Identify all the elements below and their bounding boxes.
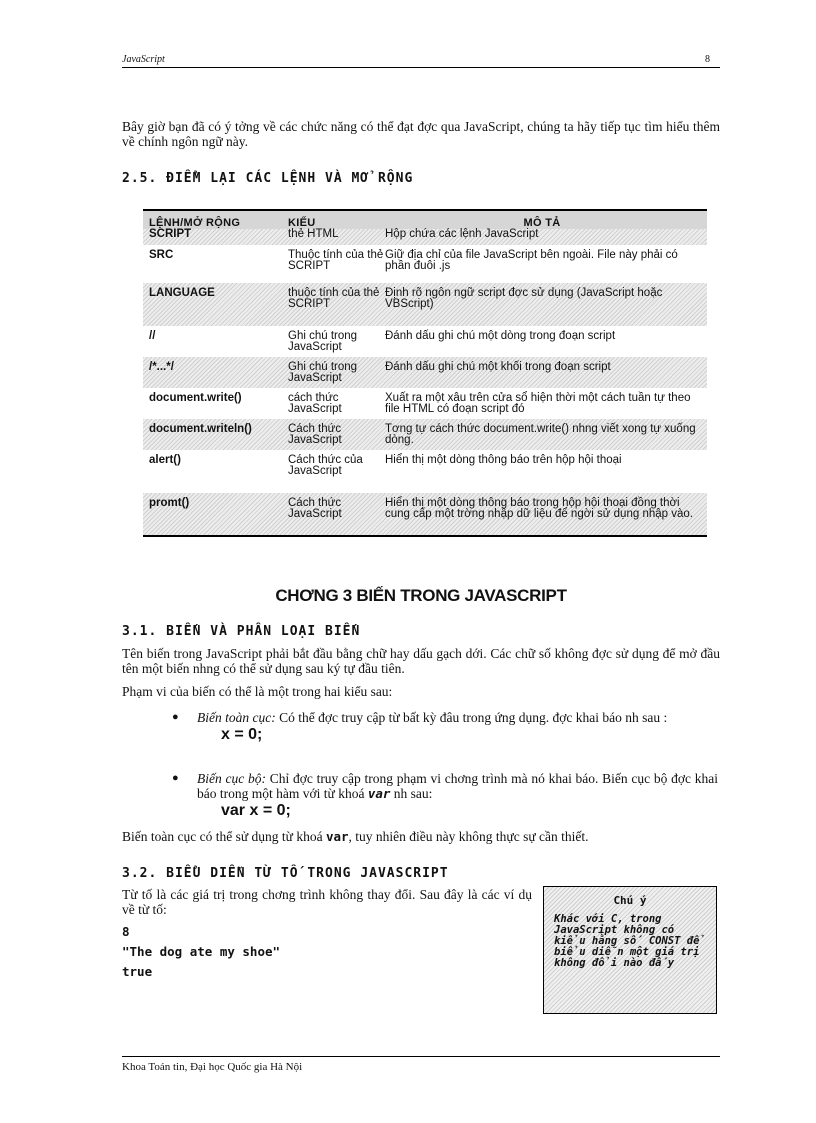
table-row bbox=[143, 450, 707, 493]
var-keyword-paragraph bbox=[122, 829, 720, 844]
cell-description: Định rõ ngôn ngữ script đợc sử dụng (JavaScript hoặc VBScript) bbox=[385, 287, 663, 310]
cell-description: Đánh dấu ghi chú một dòng trong đoạn script bbox=[385, 330, 616, 342]
cell-command: alert() bbox=[149, 454, 181, 466]
table-row bbox=[143, 357, 707, 388]
table-row bbox=[143, 388, 707, 419]
cell-type: Cách thức của JavaScript bbox=[288, 454, 363, 477]
local-variable-text: Chỉ đợc truy cập trong phạm vi chơng trình mà nó khai báo. Biến cục bộ đợc khai báo trong một hàm với từ khoá bbox=[197, 771, 718, 801]
table-row bbox=[143, 283, 707, 326]
page-number: 8 bbox=[705, 54, 710, 65]
cell-type: Cách thức JavaScript bbox=[288, 497, 342, 520]
cell-description: Giữ địa chỉ của file JavaScript bên ngoài. File này phải có phần đuôi .js bbox=[385, 249, 678, 272]
section-heading-3-2: 3.2. BIỂU DIỄN TỪ TỐ TRONG JAVASCRIPT bbox=[122, 866, 449, 881]
page-header bbox=[122, 54, 720, 65]
paragraph-text: Biến toàn cục có thể sử dụng từ khoá bbox=[122, 829, 326, 844]
note-box bbox=[543, 886, 717, 1014]
page-footer: Khoa Toán tin, Đại học Quốc gia Hà Nội bbox=[122, 1061, 303, 1073]
scope-intro-paragraph: Phạm vi của biến có thể là một trong hai kiểu sau: bbox=[122, 684, 393, 699]
chapter-title: CHƠNG 3 BIẾN TRONG JAVASCRIPT bbox=[275, 586, 567, 605]
cell-command: document.writeln() bbox=[149, 423, 252, 435]
table-row bbox=[143, 229, 707, 245]
table-row bbox=[143, 326, 707, 357]
global-variable-code: x = 0; bbox=[221, 726, 263, 743]
table-row bbox=[143, 245, 707, 283]
header-rule bbox=[122, 67, 720, 68]
header-title: JavaScript bbox=[122, 54, 165, 65]
cell-command: LANGUAGE bbox=[149, 287, 215, 299]
local-variable-code: var x = 0; bbox=[221, 802, 291, 819]
intro-paragraph: Bây giờ bạn đã có ý tởng về các chức năng có thể đạt đợc qua JavaScript, chúng ta hãy tiếp tục tìm hiểu thêm về chính ngôn ngữ này. bbox=[122, 119, 720, 149]
cell-type: thẻ HTML bbox=[288, 228, 339, 240]
cell-type: Ghi chú trong JavaScript bbox=[288, 330, 358, 353]
paragraph-text: , tuy nhiên điều này không thực sự cần thiết. bbox=[348, 829, 589, 844]
table-row bbox=[143, 419, 707, 450]
var-keyword: var bbox=[325, 829, 349, 844]
column-header-command: LỆNH/MỞ RỘNG bbox=[149, 217, 241, 229]
section-heading-3-1: 3.1. BIẾN VÀ PHÂN LOẠI BIẾN bbox=[122, 624, 361, 639]
cell-type: Thuộc tính của thẻ SCRIPT bbox=[288, 249, 384, 272]
cell-command: SCRIPT bbox=[149, 228, 192, 240]
literal-example: true bbox=[122, 964, 153, 979]
section-heading-2-5: 2.5. ĐIỂM LẠI CÁC LỆNH VÀ MỞ RỘNG bbox=[122, 171, 414, 186]
global-variable-term: Biến toàn cục: bbox=[197, 710, 276, 725]
cell-command: // bbox=[149, 330, 156, 342]
cell-description: Hộp chứa các lệnh JavaScript bbox=[385, 228, 539, 240]
local-variable-term: Biến cục bộ: bbox=[197, 771, 266, 786]
cell-command: document.write() bbox=[149, 392, 242, 404]
cell-description: Đánh dấu ghi chú một khối trong đoạn script bbox=[385, 361, 611, 373]
cell-command: promt() bbox=[149, 497, 190, 509]
table-row bbox=[143, 493, 707, 535]
bullet-icon: ● bbox=[172, 711, 179, 723]
cell-type: Ghi chú trong JavaScript bbox=[288, 361, 358, 384]
local-variable-tail: nh sau: bbox=[390, 786, 433, 801]
cell-description: Hiển thị một dòng thông báo trong hộp hội thoại đồng thời cung cấp một trờng nhập dữ liệu để ngời sử dụng nhập vào. bbox=[385, 497, 693, 520]
literal-example: "The dog ate my shoe" bbox=[122, 944, 281, 959]
list-item bbox=[172, 710, 718, 742]
cell-type: cách thức JavaScript bbox=[288, 392, 342, 415]
bullet-icon: ● bbox=[172, 772, 179, 784]
cell-command: /*...*/ bbox=[149, 361, 174, 373]
global-variable-text: Có thể đợc truy cập từ bất kỳ đâu trong ứng dụng. đợc khai báo nh sau : bbox=[275, 710, 668, 725]
commands-table bbox=[143, 209, 707, 537]
cell-command: SRC bbox=[149, 249, 174, 261]
cell-description: Xuất ra một xâu trên cửa sổ hiện thời một cách tuần tự theo file HTML có đoạn script đó bbox=[385, 392, 691, 415]
var-keyword: var bbox=[367, 786, 391, 801]
footer-rule bbox=[122, 1056, 720, 1057]
cell-description: Hiển thị một dòng thông báo trên hộp hội thoại bbox=[385, 454, 622, 466]
column-header-type: KIỂU bbox=[288, 217, 316, 229]
literal-example: 8 bbox=[122, 924, 130, 939]
literals-paragraph: Từ tố là các giá trị trong chơng trình không thay đổi. Sau đây là các ví dụ về từ tố: bbox=[122, 887, 532, 917]
cell-type: thuộc tính của thẻ SCRIPT bbox=[288, 287, 380, 310]
cell-type: Cách thức JavaScript bbox=[288, 423, 342, 446]
column-header-description: MÔ TẢ bbox=[523, 217, 561, 229]
note-title: Chú ý bbox=[613, 894, 647, 907]
list-item bbox=[172, 771, 718, 818]
cell-description: Tơng tự cách thức document.write() nhng viết xong tự xuống dòng. bbox=[385, 423, 696, 446]
note-body: Khác với C, trong JavaScript không có kiểu hằng số CONST để biểu diễn một giá trị không đổi nào đấy bbox=[554, 913, 706, 969]
table-header-row bbox=[143, 211, 707, 229]
variable-naming-paragraph: Tên biến trong JavaScript phải bắt đầu bằng chữ hay dấu gạch dới. Các chữ số không đợc sử dụng để mở đầu tên một biến nhng có thể sử dụng sau ký tự đầu tiên. bbox=[122, 646, 720, 676]
